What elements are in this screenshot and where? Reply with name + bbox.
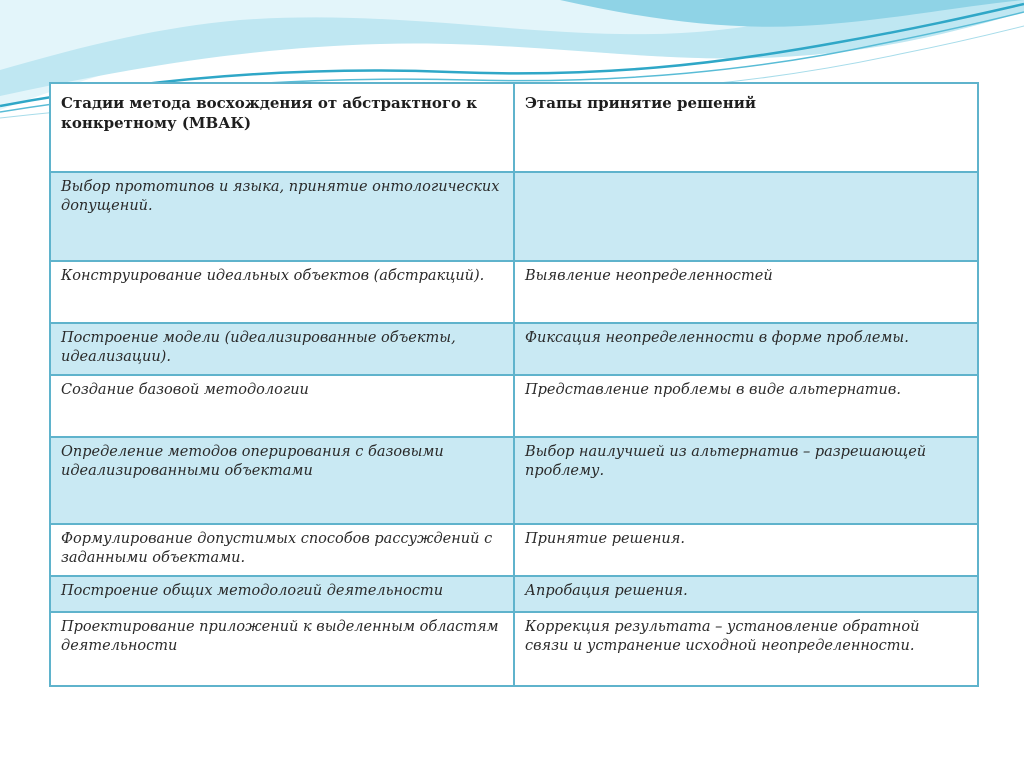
table-row (50, 375, 978, 437)
table-cell: Проектирование приложений к выделенным областям деятельности (50, 612, 514, 686)
table-row (50, 524, 978, 576)
header-cell-stages: Стадии метода восхождения от абстрактного к конкретному (МВАК) (50, 83, 514, 172)
table-cell: Выявление неопределенностей (514, 261, 978, 323)
table-cell: Апробация решения. (514, 576, 978, 612)
table-cell: Создание базовой методологии (50, 375, 514, 437)
table-row (50, 576, 978, 612)
table-cell: Коррекция результата – установление обратной связи и устранение исходной неопределенности. (514, 612, 978, 686)
table-cell: Фиксация неопределенности в форме проблемы. (514, 323, 978, 375)
table-cell: Выбор наилучшей из альтернатив – разрешающей проблему. (514, 437, 978, 524)
table-row (50, 612, 978, 686)
table-cell: Конструирование идеальных объектов (абстракций). (50, 261, 514, 323)
table-cell: Формулирование допустимых способов рассуждений с заданными объектами. (50, 524, 514, 576)
comparison-table-container (49, 82, 977, 687)
table-row (50, 261, 978, 323)
table-cell: Представление проблемы в виде альтернатив. (514, 375, 978, 437)
table-cell: Определение методов оперирования с базовыми идеализированными объектами (50, 437, 514, 524)
header-cell-decision-steps: Этапы принятие решений (514, 83, 978, 172)
table-cell: Принятие решения. (514, 524, 978, 576)
comparison-table (49, 82, 979, 687)
table-cell: Построение общих методологий деятельности (50, 576, 514, 612)
table-cell (514, 172, 978, 261)
table-row (50, 323, 978, 375)
table-row (50, 437, 978, 524)
table-row (50, 172, 978, 261)
table-header-row (50, 83, 978, 172)
table-cell: Выбор прототипов и языка, принятие онтологических допущений. (50, 172, 514, 261)
table-cell: Построение модели (идеализированные объекты, идеализации). (50, 323, 514, 375)
